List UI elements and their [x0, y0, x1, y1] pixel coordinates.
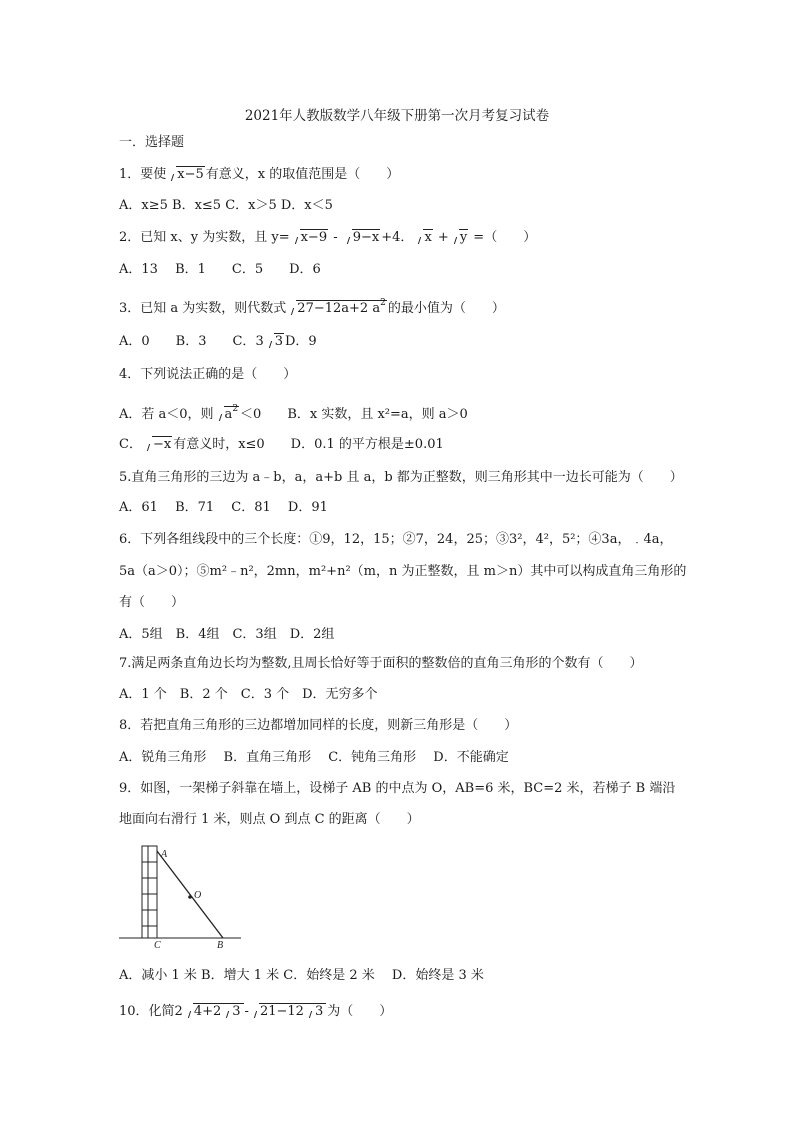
q3-text: 3．已知 a 为实数，则代数式: [119, 301, 287, 316]
q10-radicand-1-text: 4+2: [193, 1004, 222, 1019]
question-4: 4．下列说法正确的是（ ）: [119, 367, 297, 382]
q5-options: A．61 B．71 C．81 D．91: [119, 500, 328, 515]
q4-option-a-text: A．若 a＜0，则: [119, 407, 214, 422]
q10-minus: -: [244, 1004, 249, 1019]
q10-text-post: 为（ ）: [327, 1004, 393, 1019]
label-a: A: [161, 849, 168, 860]
question-6-line-3: 有（ ）: [119, 595, 185, 610]
q2-mid-1: -: [329, 230, 342, 245]
q2-radical-1: x−9: [291, 229, 329, 247]
q10-coefficient: 2: [174, 1004, 183, 1019]
q3-options: [119, 333, 317, 351]
q3-option-c-coef: 3: [255, 334, 264, 349]
q7-options: A．1 个 B．2 个 C．3 个 D．无穷多个: [119, 687, 378, 702]
question-9-line-2: 地面向右滑行 1 米，则点 O 到点 C 的距离（ ）: [119, 812, 420, 827]
q1-text-post: 有意义，x 的取值范围是（ ）: [205, 167, 400, 182]
q3-option-c-radical: 3: [265, 333, 284, 351]
midpoint-o: [188, 895, 192, 899]
q9-options: A．减小 1 米 B．增大 1 米 C．始终是 2 米 D．始终是 3 米: [119, 968, 484, 983]
question-3: [119, 294, 505, 316]
q2-options: A．13 B．1 C．5 D．6: [119, 262, 321, 277]
wall-left-column: [142, 846, 148, 938]
question-5: 5.直角三角形的三边为 a﹣b，a，a+b 且 a，b 都为正整数，则三角形其中一边长可能为（ ）: [119, 470, 683, 485]
q4-option-c-label: C．: [119, 437, 142, 452]
q10-inner-radical-2: 3: [305, 1003, 324, 1021]
q10-radicand-2-text: 21−12: [259, 1004, 304, 1019]
q6-options: A．5组 B．4组 C．3组 D．2组: [119, 627, 335, 642]
q10-radical-1: [184, 1003, 244, 1021]
question-9-line-1: 9．如图，一架梯子斜靠在墙上，设梯子 AB 的中点为 O，AB=6 米，BC=2 米，若梯子 B 端沿: [119, 781, 676, 796]
q2-radical-2: 9−x: [343, 229, 381, 247]
q10-radicand-2: [259, 1003, 326, 1019]
q10-radical-2: [250, 1003, 326, 1021]
q3-radicand-text: 27−12a+2 a: [297, 301, 381, 316]
q2-text-post: =（ ）: [469, 230, 537, 245]
question-2: [119, 229, 536, 247]
q4-options-ab: [119, 400, 468, 422]
q4-option-cd-text: 有意义时，x≤0 D．0.1 的平方根是±0.01: [173, 437, 444, 452]
q8-options: A．锐角三角形 B．直角三角形 C．钝角三角形 D．不能确定: [119, 750, 509, 765]
question-6-line-2: 5a（a＞0）；⑤m²﹣n²，2mn，m²+n²（m，n 为正整数，且 m＞n）其中可以构成直角三角形的: [119, 564, 687, 579]
q10-inner-radical-1: 3: [222, 1003, 241, 1021]
q3-text-post: 的最小值为（ ）: [387, 301, 505, 316]
question-6-line-1: 6．下列各组线段中的三个长度：①9，12，15；②7，24，25；③3²，4²，5²；④3a，﹒4a，: [119, 532, 673, 547]
q10-text: 10．化简: [119, 1004, 175, 1019]
wall-right-column: [148, 846, 157, 938]
label-c: C: [154, 940, 161, 949]
q4-option-c-radical: −x: [143, 436, 172, 454]
q4-option-b-text: ＜0 B．x 实数，且 x²=a，则 a＞0: [240, 407, 468, 422]
q2-mid-3: +: [433, 230, 449, 245]
q3-option-d: D．9: [285, 334, 317, 349]
q2-text: 2．已知 x、y 为实数，且 y=: [119, 230, 290, 245]
q2-mid-2: +4．: [381, 230, 414, 245]
q2-radical-4: y: [450, 229, 468, 247]
q4-radicand-text: a: [224, 407, 233, 422]
q3-radicand: [296, 300, 387, 316]
ladder-line: [157, 851, 223, 938]
q4-options-cd: [119, 436, 444, 454]
question-8: 8．若把直角三角形的三边都增加同样的长度，则新三角形是（ ）: [119, 718, 518, 733]
question-1: [119, 166, 399, 184]
q1-text: 1．要使: [119, 167, 167, 182]
label-o: O: [194, 890, 202, 901]
question-10: [119, 1003, 392, 1021]
q4-radicand: [224, 406, 240, 422]
q4-exponent: 2: [232, 404, 239, 414]
question-7: 7.满足两条直角边长均为整数,且周长恰好等于面积的整数倍的直角三角形的个数有（ ）: [119, 656, 643, 671]
q3-options-abc: A．0 B．3 C．: [119, 334, 256, 349]
ladder-figure: [117, 843, 245, 949]
q10-radicand-1: [193, 1003, 244, 1019]
q3-radical: [287, 294, 387, 318]
label-b: B: [217, 940, 224, 949]
q1-options: A．x≥5 B．x≤5 C．x＞5 D．x＜5: [119, 198, 333, 213]
q3-exponent: 2: [380, 298, 386, 308]
q1-radical: x−5: [167, 166, 205, 184]
section-heading: 一．选择题: [119, 135, 185, 150]
q4-option-a-radical: [215, 400, 240, 424]
q2-radical-3: x: [414, 229, 432, 247]
page-title: 2021年人教版数学八年级下册第一次月考复习试卷: [244, 108, 550, 124]
